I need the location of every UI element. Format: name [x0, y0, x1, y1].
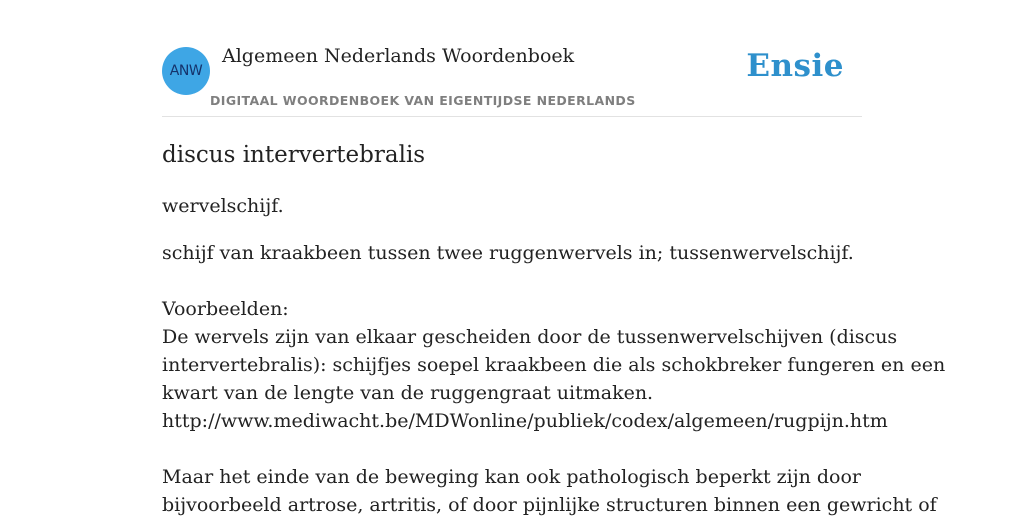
paragraph-gap [162, 435, 862, 463]
page [162, 0, 946, 516]
logo-text: ANW [169, 63, 203, 79]
entry-headword: discus intervertebralis [162, 142, 426, 168]
short-definition: wervelschijf. [162, 195, 284, 217]
example-line: bijvoorbeeld artrose, artritis, of door pijnlijke structuren binnen een gewricht of [162, 494, 937, 516]
examples-block [162, 295, 946, 519]
site-header [162, 0, 862, 117]
example-line: kwart van de lengte van de ruggengraat uitmaken. [162, 382, 654, 404]
definition: schijf van kraakbeen tussen twee ruggenwervels in; tussenwervelschijf. [162, 242, 854, 264]
site-title[interactable]: Algemeen Nederlands Woordenboek [222, 45, 575, 67]
ensie-brand-link[interactable]: Ensie [746, 48, 844, 84]
example-line: Maar het einde van de beweging kan ook pathologisch beperkt zijn door [162, 466, 862, 488]
examples-label: Voorbeelden: [162, 298, 289, 320]
example-line: intervertebralis): schijfjes soepel kraakbeen die als schokbreker fungeren en een [162, 354, 946, 376]
anw-logo[interactable] [162, 47, 210, 95]
example-source-link[interactable]: http://www.mediwacht.be/MDWonline/publiek/codex/algemeen/rugpijn.htm [162, 410, 888, 432]
example-line: De wervels zijn van elkaar gescheiden door de tussenwervelschijven (discus [162, 326, 898, 348]
site-subtitle: DIGITAAL WOORDENBOEK VAN EIGENTIJDSE NEDERLANDS [210, 93, 636, 108]
